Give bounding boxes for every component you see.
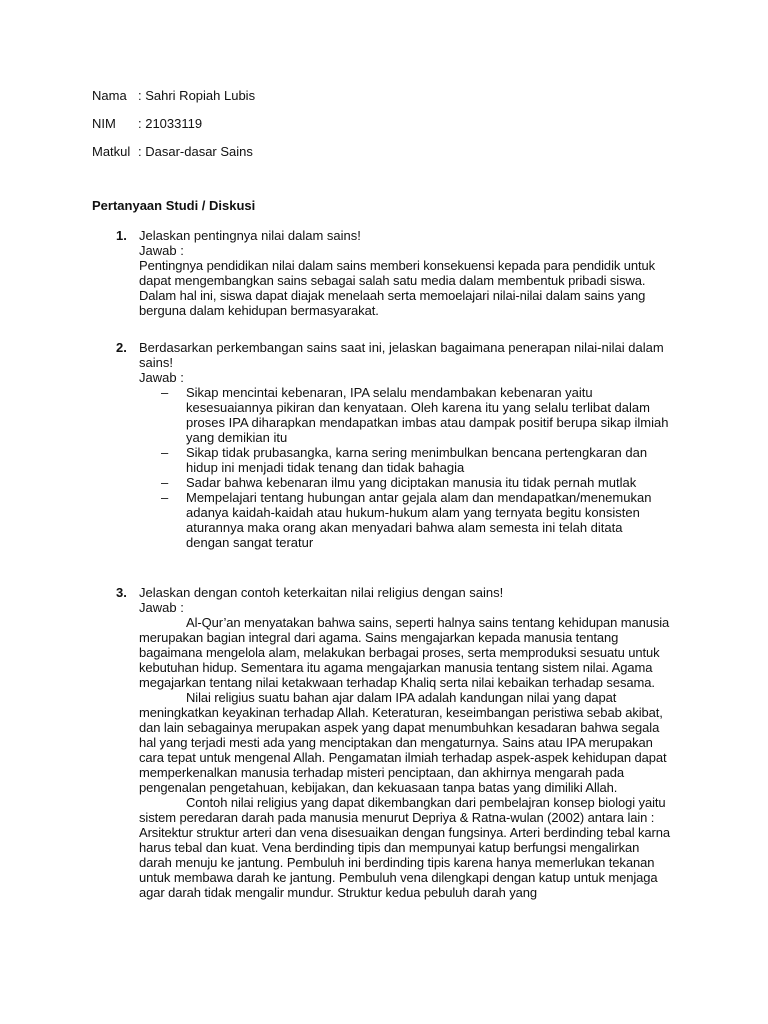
nim-label: NIM (92, 116, 116, 131)
matkul-label: Matkul (92, 144, 131, 159)
list-item (139, 445, 669, 475)
question-body (139, 228, 679, 318)
question-body (139, 585, 675, 900)
list-item-text: Sadar bahwa kebenaran ilmu yang diciptakan manusia itu tidak pernah mutlak (186, 475, 637, 490)
jawab-label: Jawab : (139, 243, 184, 258)
list-item-text: Mempelajari tentang hubungan antar gejala alam dan mendapatkan/menemukan adanya kaidah-kaidah atau hukum-hukum alam yang ternyata begitu konsisten aturannya maka orang akan menyadari bahwa alam semesta ini telah ditata dengan sangat teratur (186, 490, 652, 550)
list-item-text: Sikap mencintai kebenaran, IPA selalu mendambakan kebenaran yaitu kesesuaiannya pikiran dan kenyataan. Oleh karena itu yang selalu terlibat dalam proses IPA diharapkan mendapatkan imbas atau dampak positif berupa sikap ilmiah yang demikian itu (186, 385, 669, 445)
question-text: Berdasarkan perkembangan sains saat ini, jelaskan bagaimana penerapan nilai-nilai dalam sains! (139, 340, 664, 370)
answer-text: Pentingnya pendidikan nilai dalam sains memberi konsekuensi kepada para pendidik untuk dapat mengembangkan sains sebagai salah satu media dalam membentuk pribadi siswa. Dalam hal ini, siswa dapat diajak menelaah serta memoelajari nilai-nilai dalam sains yang berguna dalam kehidupan bermasyarakat. (139, 258, 656, 318)
question-body (139, 340, 669, 550)
dash-bullet: – (161, 475, 169, 490)
nama-value: : Sahri Ropiah Lubis (138, 88, 256, 103)
question-number: 3. (116, 585, 127, 600)
question-text: Jelaskan dengan contoh keterkaitan nilai religius dengan sains! (139, 585, 504, 600)
question-text: Jelaskan pentingnya nilai dalam sains! (139, 228, 361, 243)
jawab-label: Jawab : (139, 370, 184, 385)
section-title: Pertanyaan Studi / Diskusi (92, 198, 256, 213)
answer-list (139, 385, 669, 550)
list-item-text: Sikap tidak prubasangka, karna sering menimbulkan bencana pertengkaran dan hidup ini menjadi tidak tenang dan tidak bahagia (186, 445, 648, 475)
jawab-label: Jawab : (139, 600, 184, 615)
nama-label: Nama (92, 88, 127, 103)
list-item (139, 490, 669, 550)
dash-bullet: – (161, 385, 169, 400)
question-number: 2. (116, 340, 127, 355)
matkul-value: : Dasar-dasar Sains (138, 144, 253, 159)
list-item (139, 475, 669, 490)
question-number: 1. (116, 228, 127, 243)
answer-paragraph: Al-Qur’an menyatakan bahwa sains, seperti halnya sains tentang kehidupan manusia merupakan bagian integral dari agama. Sains mengajarkan kepada manusia tentang bagaimana mengelola alam, melakukan berbagai proses, serta memproduksi sesuatu untuk kebutuhan hidup. Sementara itu agama mengajarkan manusia tentang sistem nilai. Agama megajarkan tentang nilai ketakwaan terhadap Khaliq serta nilai kebaikan terhadap sesama. (139, 615, 670, 690)
dash-bullet: – (161, 445, 169, 460)
nim-value: : 21033119 (138, 116, 203, 131)
answer-paragraph: Nilai religius suatu bahan ajar dalam IPA adalah kandungan nilai yang dapat meningkatkan keyakinan terhadap Allah. Keteraturan, keseimbangan peristiwa sebab akibat, dan lain sebagainya merupakan aspek yang dapat menumbuhkan kesadaran bahwa segala hal yang terjadi mesti ada yang menciptakan dan mengaturnya. Sains atau IPA merupakan cara tepat untuk mengenal Allah. Pengamatan ilmiah terhadap aspek-aspek kehidupan dapat memperkenalkan manusia terhadap misteri penciptaan, dan akhirnya mengarah pada pengenalan pengetahuan, kebijakan, dan kekuasaan tanpa batas yang dimiliki Allah. (139, 690, 667, 795)
dash-bullet: – (161, 490, 169, 505)
answer-paragraph: Contoh nilai religius yang dapat dikembangkan dari pembelajran konsep biologi yaitu sistem peredaran darah pada manusia menurut Depriya & Ratna-wulan (2002) antara lain : Arsitektur struktur arteri dan vena disesuaikan dengan fungsinya. Arteri berdinding tebal karna harus tebal dan kuat. Vena berdinding tipis dan mempunyai katup berfungsi mengalirkan darah menuju ke jantung. Pembuluh ini berdinding tipis karena hanya memerlukan tekanan untuk membawa darah ke jantung. Pembuluh vena dilengkapi dengan katup untuk menjaga agar darah tidak mengalir mundur. Struktur kedua pebuluh darah yang (139, 795, 671, 900)
list-item (139, 385, 669, 445)
